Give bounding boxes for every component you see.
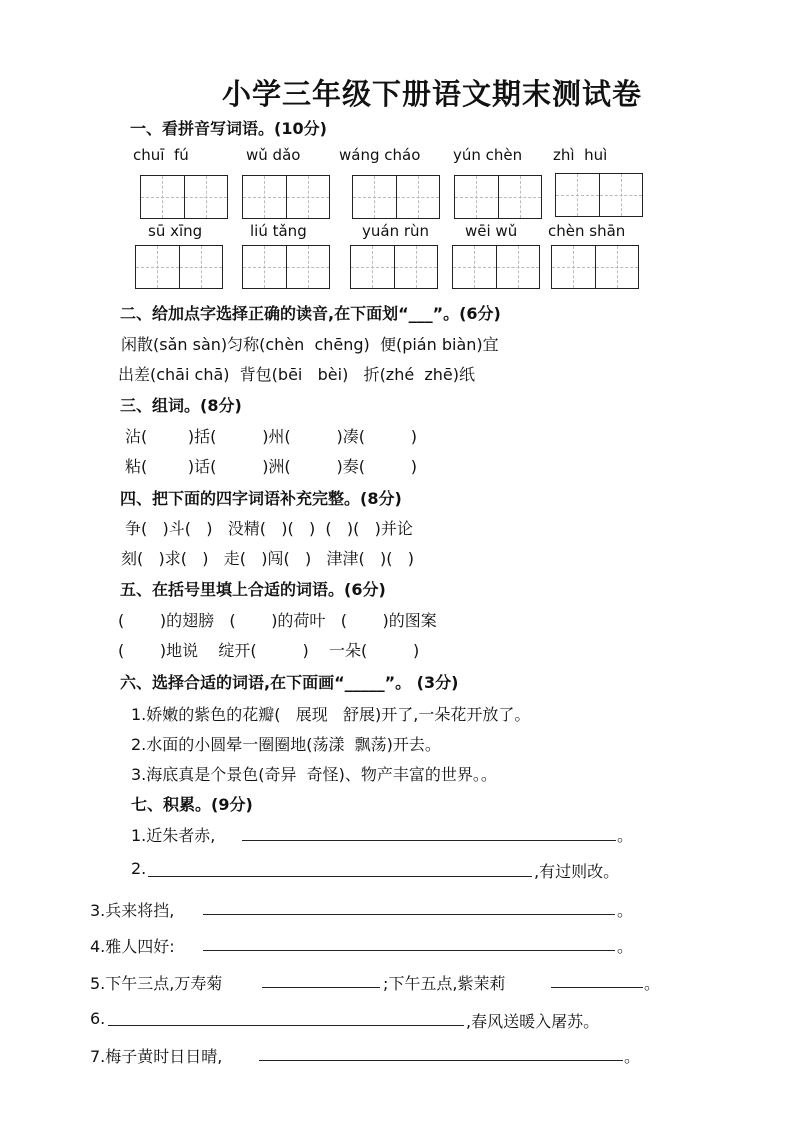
section-7-item-5-part-a: 5.下午三点,万寿菊 [90,974,223,993]
section-7-item-2-prefix: 2. [131,859,147,878]
section-2-line-2: 出差(chāi chā) 背包(bēi bèi) 折(zhé zhē)纸 [118,365,475,384]
pinyin-9: wēi wǔ [465,222,518,240]
writing-grid-9[interactable] [452,245,540,289]
section-3-heading: 三、组词。(8分) [120,396,242,415]
section-6-item-1: 1.娇嫩的紫色的花瓣( 展现 舒展)开了,一朵花开放了。 [131,705,531,724]
section-1-heading: 一、看拼音写词语。(10分) [130,119,327,138]
answer-line-4[interactable] [203,950,615,951]
section-6-item-2: 2.水面的小圆晕一圈圈地(荡漾 飘荡)开去。 [131,735,441,754]
section-7-item-2-suffix: ,有过则改。 [534,862,620,881]
writing-grid-4[interactable] [454,175,542,219]
section-4-line-1: 争( )斗( ) 没精( )( ) ( )( )并论 [125,519,413,538]
pinyin-5: zhì huì [553,146,608,164]
answer-line-1[interactable] [242,840,616,841]
section-5-line-1: ( )的翅膀 ( )的荷叶 ( )的图案 [118,611,437,630]
answer-line-6[interactable] [108,1025,464,1026]
section-7-item-1-prefix: 1.近朱者赤, [131,826,216,845]
section-5-heading: 五、在括号里填上合适的词语。(6分) [120,580,386,599]
writing-grid-3[interactable] [352,175,440,219]
section-7-heading: 七、积累。(9分) [131,795,253,814]
writing-grid-2[interactable] [242,175,330,219]
answer-line-5b[interactable] [551,987,643,988]
pinyin-7: liú tǎng [250,222,307,240]
section-7-item-6-suffix: ,春风送暖入屠苏。 [466,1012,600,1031]
writing-grid-6[interactable] [135,245,223,289]
writing-grid-10[interactable] [551,245,639,289]
section-7-item-6-prefix: 6. [90,1009,106,1028]
section-2-line-1: 闲散(sǎn sàn)匀称(chèn chēng) 便(pián biàn)宜 [121,335,499,354]
section-7-item-4-prefix: 4.雅人四好: [90,937,175,956]
section-7-item-7-prefix: 7.梅子黄时日日晴, [90,1047,223,1066]
section-3-line-2: 粘( )话( )洲( )奏( ) [125,457,417,476]
pinyin-6: sū xīng [148,222,203,240]
section-7-item-1-suffix: 。 [617,826,634,845]
section-3-line-1: 沾( )括( )州( )凑( ) [125,427,417,446]
writing-grid-1[interactable] [140,175,228,219]
section-7-item-5-part-c: 。 [644,974,661,993]
writing-grid-5[interactable] [555,173,643,217]
writing-grid-7[interactable] [242,245,330,289]
answer-line-5a[interactable] [262,987,380,988]
section-4-heading: 四、把下面的四字词语补充完整。(8分) [120,489,402,508]
section-7-item-3-suffix: 。 [617,901,634,920]
section-5-line-2: ( )地说 绽开( ) 一朵( ) [118,641,420,660]
answer-line-7[interactable] [259,1060,623,1061]
answer-line-3[interactable] [203,914,615,915]
section-7-item-3-prefix: 3.兵来将挡, [90,901,175,920]
pinyin-3: wáng cháo [339,146,421,164]
section-7-item-7-suffix: 。 [624,1047,641,1066]
pinyin-4: yún chèn [453,146,523,164]
page-title: 小学三年级下册语文期末测试卷 [222,77,643,111]
pinyin-8: yuán rùn [362,222,430,240]
writing-grid-8[interactable] [350,245,438,289]
section-4-line-2: 刻( )求( ) 走( )闯( ) 津津( )( ) [121,549,414,568]
pinyin-10: chèn shān [548,222,626,240]
section-6-item-3: 3.海底真是个景色(奇异 奇怪)、物产丰富的世界。。 [131,765,497,784]
section-6-heading: 六、选择合适的词语,在下面画“_____”。 (3分) [120,673,459,692]
section-7-item-5-part-b: ;下午五点,紫茉莉 [383,974,506,993]
pinyin-2: wǔ dǎo [246,146,301,164]
section-2-heading: 二、给加点字选择正确的读音,在下面划“___”。(6分) [120,304,501,323]
answer-line-2[interactable] [148,876,532,877]
pinyin-1: chuī fú [133,146,189,164]
section-7-item-4-suffix: 。 [617,937,634,956]
